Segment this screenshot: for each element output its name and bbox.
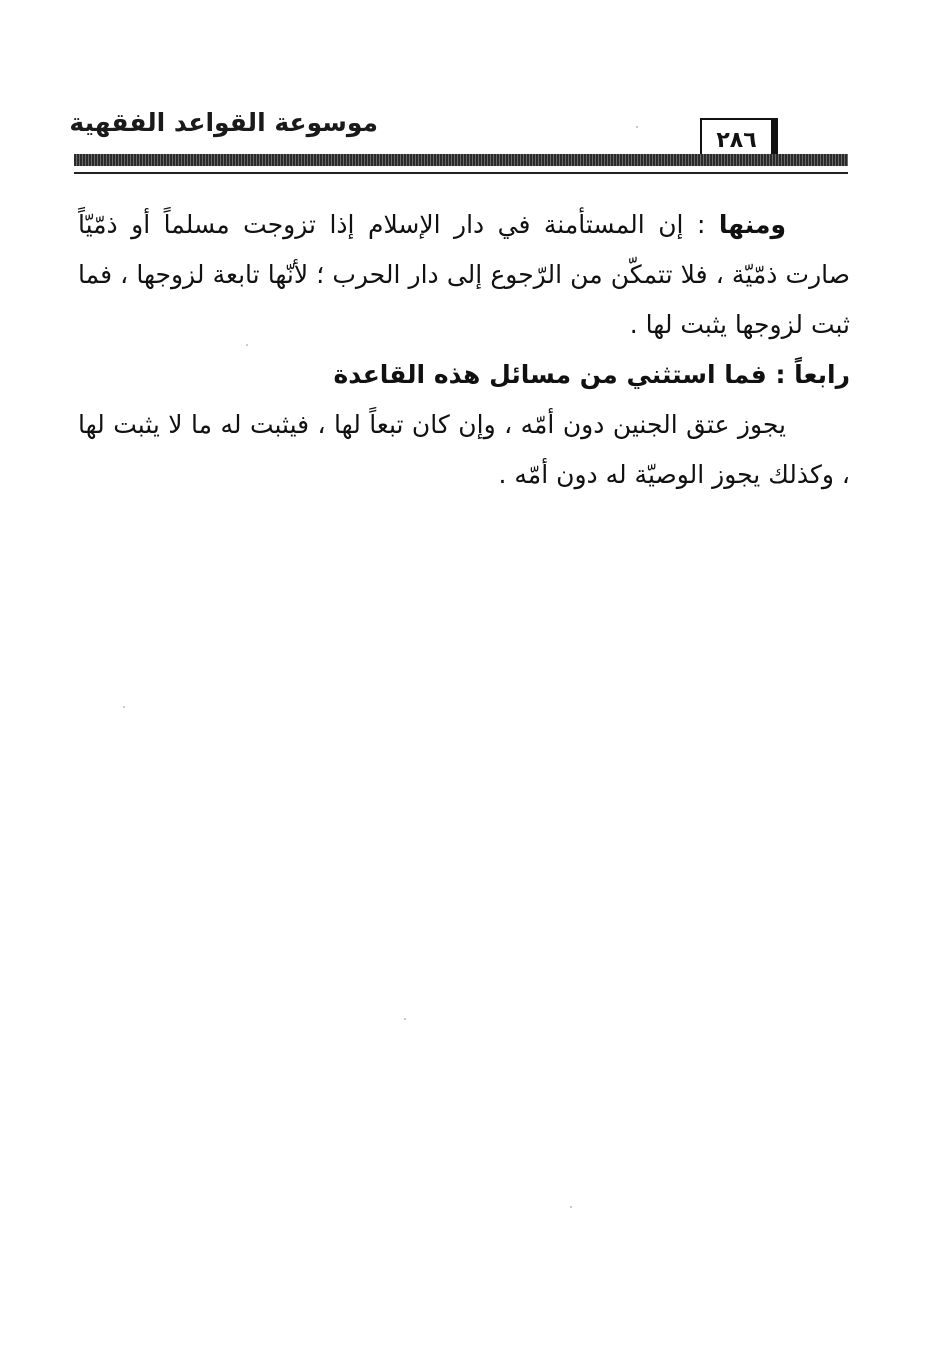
paragraph-1-text: : إن المستأمنة في دار الإسلام إذا تزوجت مسلماً أو ذمّيّاً صارت ذمّيّة ، فلا تتمكّن من الرّجوع إلى دار الحرب ؛ لأنّها تابعة لزوجها ، فما ثبت لزوجها يثبت لها .	[78, 210, 850, 339]
scan-speck	[404, 1018, 406, 1020]
paragraph-1-lead: ومنها	[718, 210, 786, 239]
header-rule	[74, 154, 848, 166]
scan-speck	[246, 344, 248, 346]
scan-speck	[123, 706, 125, 708]
scan-speck	[636, 126, 638, 128]
paragraph-1	[78, 200, 850, 350]
page-number: ٢٨٦	[700, 118, 778, 164]
body-text	[78, 200, 850, 500]
paragraph-2: يجوز عتق الجنين دون أمّه ، وإن كان تبعاً لها ، فيثبت له ما لا يثبت لها ، وكذلك يجوز الوصيّة له دون أمّه .	[78, 410, 850, 489]
section-heading: رابعاً : فما استثني من مسائل هذه القاعدة	[333, 360, 850, 389]
header-rule-thin	[74, 172, 848, 174]
scan-speck	[570, 1206, 572, 1208]
running-header-title: موسوعة القواعد الفقهية	[69, 108, 378, 137]
